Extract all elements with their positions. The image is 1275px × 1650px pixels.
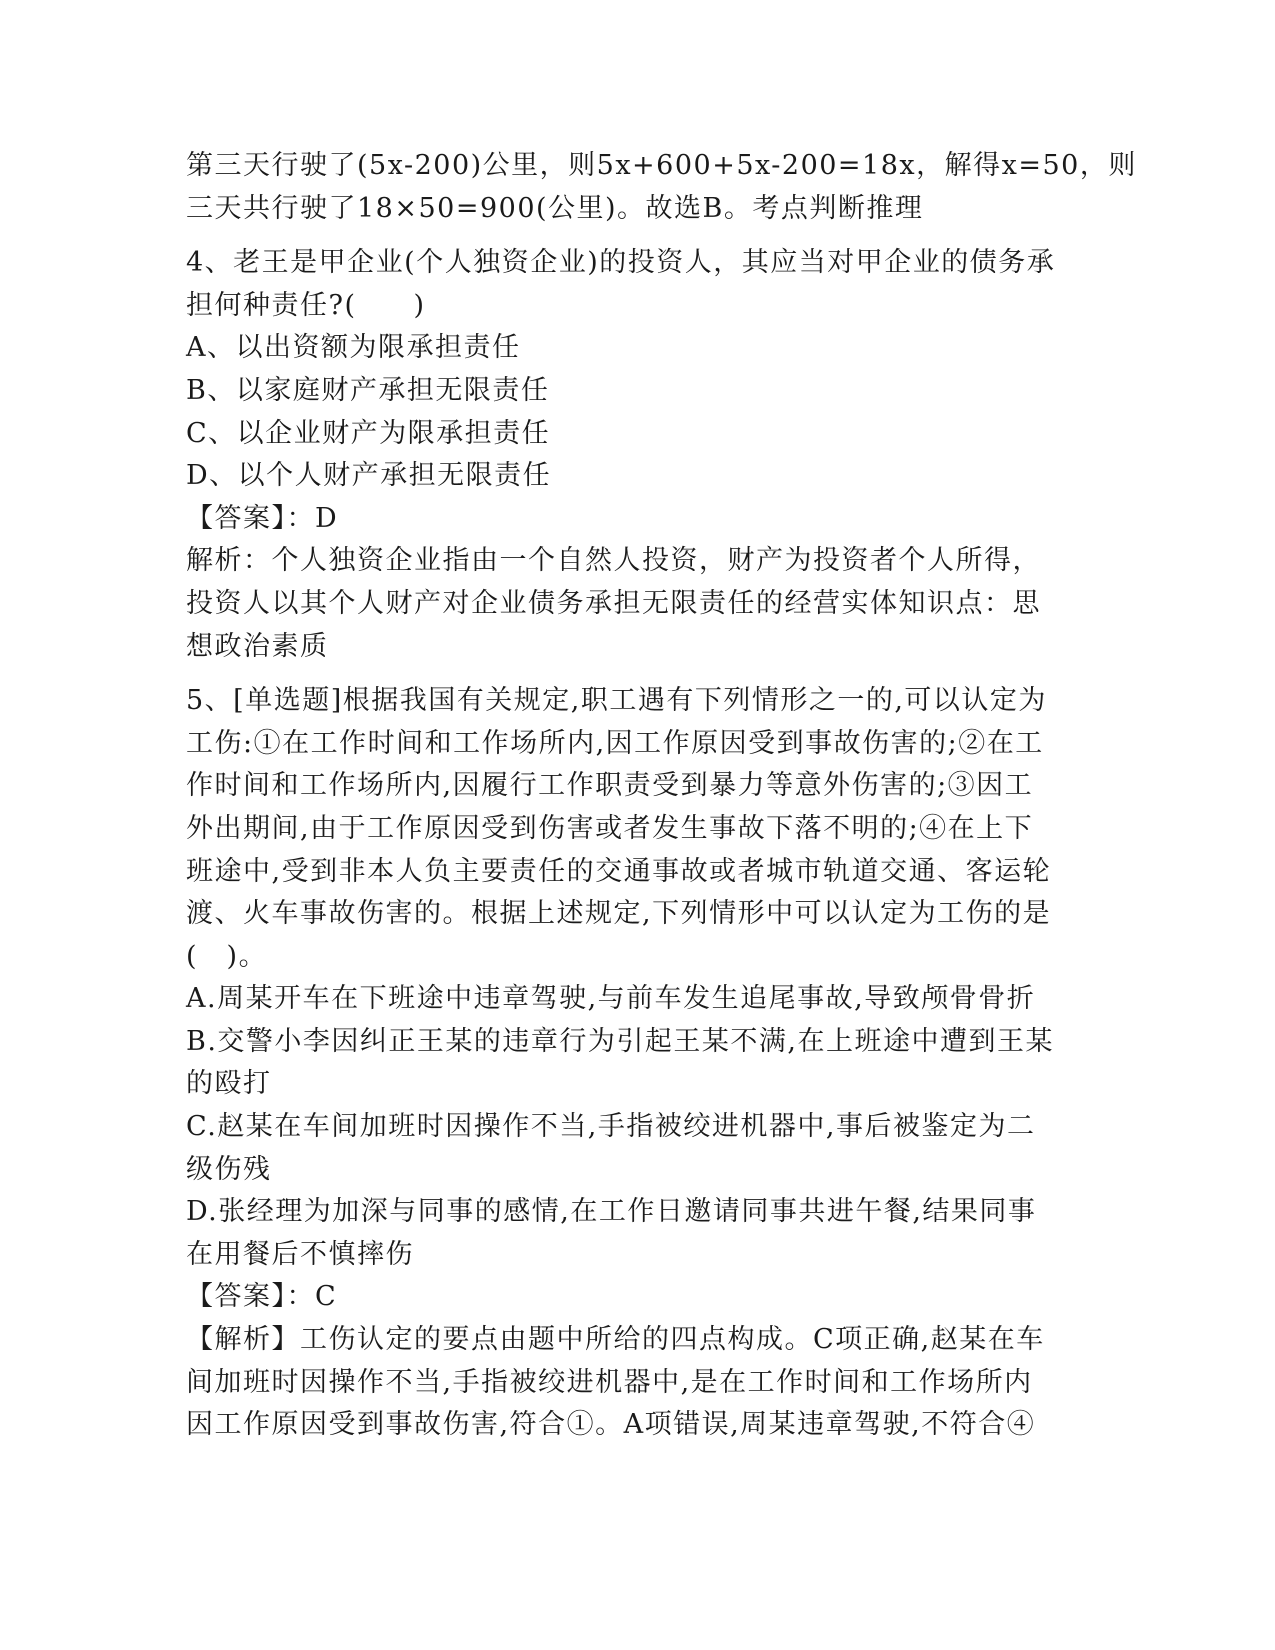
- analysis-line: 间加班时因操作不当,手指被绞进机器中,是在工作时间和工作场所内: [186, 1366, 1033, 1398]
- option-d-continued: 在用餐后不慎摔伤: [186, 1238, 414, 1270]
- question-stem-line: 外出期间,由于工作原因受到伤害或者发生事故下落不明的;④在上下: [186, 812, 1034, 844]
- option-d: D.张经理为加深与同事的感情,在工作日邀请同事共进午餐,结果同事: [186, 1196, 1037, 1228]
- option-a: A.周某开车在下班途中违章驾驶,与前车发生追尾事故,导致颅骨骨折: [186, 983, 1036, 1015]
- analysis-line: 解析：个人独资企业指由一个自然人投资，财产为投资者个人所得，: [186, 545, 1041, 577]
- analysis-line: 投资人以其个人财产对企业债务承担无限责任的经营实体知识点：思: [186, 587, 1041, 619]
- answer-line: 【答案】：D: [186, 502, 339, 534]
- document-page: [186, 145, 1137, 1447]
- question-stem-line: 5、[单选题]根据我国有关规定,职工遇有下列情形之一的,可以认定为: [186, 685, 1047, 717]
- question-stem-line: 4、老王是甲企业(个人独资企业)的投资人，其应当对甲企业的债务承: [186, 247, 1056, 279]
- question-stem-line: 班途中,受到非本人负主要责任的交通事故或者城市轨道交通、客运轮: [186, 855, 1052, 887]
- question-stem-line: 担何种责任?( ): [186, 289, 426, 321]
- option-a: A、以出资额为限承担责任: [186, 332, 521, 364]
- analysis-line: 想政治素质: [186, 630, 329, 662]
- analysis-line: 因工作原因受到事故伤害,符合①。A项错误,周某违章驾驶,不符合④: [186, 1409, 1036, 1441]
- question-stem-line: 渡、火车事故伤害的。根据上述规定,下列情形中可以认定为工伤的是: [186, 898, 1052, 930]
- question-stem-line: 工伤:①在工作时间和工作场所内,因工作原因受到事故伤害的;②在工: [186, 727, 1044, 759]
- question-stem-line: 作时间和工作场所内,因履行工作职责受到暴力等意外伤害的;③因工: [186, 770, 1034, 802]
- paragraph-line: 第三天行驶了(5x-200)公里，则5x+600+5x-200=18x，解得x=50，则: [186, 150, 1137, 181]
- option-c: C.赵某在车间加班时因操作不当,手指被绞进机器中,事后被鉴定为二: [186, 1111, 1036, 1143]
- paragraph-line: 三天共行驶了18×50=900(公里)。故选B。考点判断推理: [186, 192, 924, 224]
- option-b: B.交警小李因纠正王某的违章行为引起王某不满,在上班途中遭到王某: [186, 1025, 1055, 1057]
- question-stem-line: ( )。: [186, 940, 268, 972]
- option-b-continued: 的殴打: [186, 1068, 272, 1100]
- question-5: [186, 680, 1086, 1447]
- previous-answer-continuation: [186, 145, 1137, 230]
- option-d: D、以个人财产承担无限责任: [186, 460, 552, 492]
- analysis-line: 【解析】工伤认定的要点由题中所给的四点构成。C项正确,赵某在车: [186, 1324, 1045, 1356]
- option-c-continued: 级伤残: [186, 1153, 272, 1185]
- option-b: B、以家庭财产承担无限责任: [186, 374, 550, 406]
- question-4: [186, 242, 1086, 668]
- option-c: C、以企业财产为限承担责任: [186, 417, 551, 449]
- answer-line: 【答案】：C: [186, 1281, 338, 1313]
